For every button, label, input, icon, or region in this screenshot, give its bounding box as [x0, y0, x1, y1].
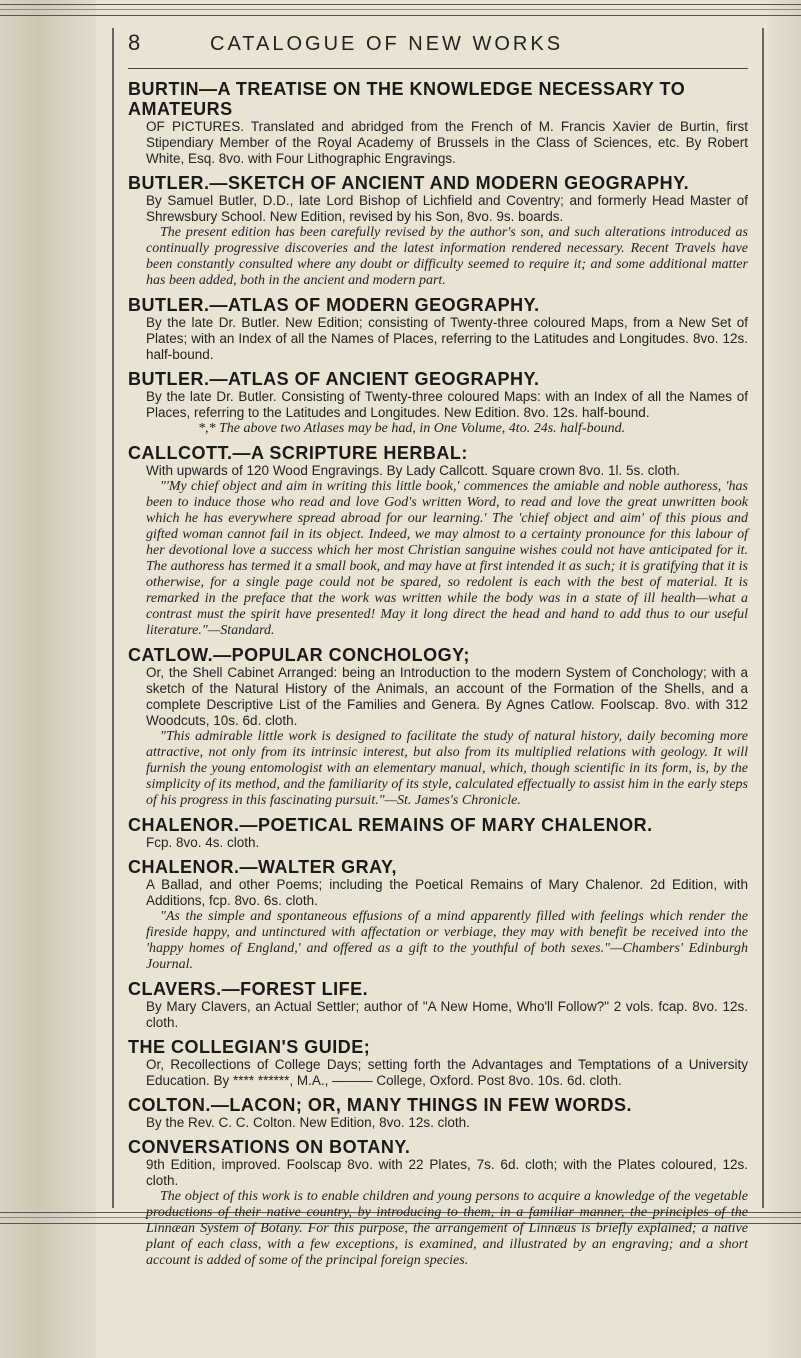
catalogue-entry [128, 79, 748, 167]
entry-description: By the Rev. C. C. Colton. New Edition, 8vo. 12s. cloth. [146, 1115, 470, 1130]
catalogue-entry [128, 1037, 748, 1089]
entry-title: CHALENOR.—POETICAL REMAINS OF MARY CHALENOR. [128, 815, 653, 835]
catalogue-entry [128, 645, 748, 809]
entry-description: By Mary Clavers, an Actual Settler; author of "A New Home, Who'll Follow?" 2 vols. fcap. 8vo. 12s. cloth. [146, 999, 748, 1030]
entry-title: BURTIN—A TREATISE ON THE KNOWLEDGE NECESSARY TO AMATEURS [128, 79, 686, 119]
catalogue-entry [128, 443, 748, 639]
catalogue-entry [128, 369, 748, 437]
running-head: CATALOGUE OF NEW WORKS [210, 33, 564, 55]
entry-description: 9th Edition, improved. Foolscap 8vo. with 22 Plates, 7s. 6d. cloth; with the Plates coloured, 12s. cloth. [146, 1157, 748, 1188]
catalogue-entry [128, 857, 748, 973]
page-edge-right [767, 0, 801, 1358]
catalogue-entry [128, 173, 748, 289]
entry-description: With upwards of 120 Wood Engravings. By Lady Callcott. Square crown 8vo. 1l. 5s. cloth. [146, 463, 681, 478]
entry-title: CLAVERS.—FOREST LIFE. [128, 979, 369, 999]
entry-review-quote: The object of this work is to enable children and young persons to acquire a knowledge of the vegetable productions of their native country, by introducing to them, in a familiar manner, the principles of the Linnæan System of Botany. For this purpose, the arrangement of Linnæus is briefly explained; a native plant of each class, with a few exceptions, is examined, and illustrated by an engraving; and a short account is added of some of the principal foreign species. [146, 1189, 748, 1268]
entry-title: COLTON.—LACON; OR, MANY THINGS IN FEW WORDS. [128, 1095, 632, 1115]
book-gutter-left [0, 0, 96, 1358]
entry-title: CALLCOTT.—A SCRIPTURE HERBAL: [128, 443, 468, 463]
catalogue-entry [128, 295, 748, 363]
entry-description: By the late Dr. Butler. Consisting of Twenty-three coloured Maps: with an Index of all the Names of Places, referring to the Latitudes and Longitudes. New Edition. 8vo. 12s. half-bound. [146, 389, 748, 420]
catalogue-entry [128, 979, 748, 1031]
entry-title: CONVERSATIONS ON BOTANY. [128, 1137, 411, 1157]
entry-description: Or, Recollections of College Days; setting forth the Advantages and Temptations of a University Education. By **** ******, M.A., ——— College, Oxford. Post 8vo. 10s. 6d. cloth. [146, 1057, 748, 1088]
entry-description: A Ballad, and other Poems; including the Poetical Remains of Mary Chalenor. 2d Edition, with Additions, fcp. 8vo. 6s. cloth. [146, 877, 748, 908]
page-number: 8 [128, 30, 141, 55]
entry-note: *,* The above two Atlases may be had, in One Volume, 4to. 24s. half-bound. [198, 421, 626, 436]
top-border-rule [0, 4, 801, 16]
entry-title: THE COLLEGIAN'S GUIDE; [128, 1037, 371, 1057]
entry-title: BUTLER.—ATLAS OF MODERN GEOGRAPHY. [128, 295, 540, 315]
page-header [128, 30, 748, 69]
entry-description: By the late Dr. Butler. New Edition; consisting of Twenty-three coloured Maps, from a New Set of Plates; with an Index of all the Names of Places, referring to the Latitudes and Longitudes. 8vo. 12s. half-bound. [146, 315, 748, 362]
entry-description: Fcp. 8vo. 4s. cloth. [146, 835, 260, 850]
entry-review-quote: "This admirable little work is designed to facilitate the study of natural history, daily becoming more attractive, not only from its intrinsic interest, but also from its multiplied relations with geology. It will furnish the young entomologist with an elementary manual, which, though scientific in its form, is, by the simplicity of its method, and the familiarity of its style, calculated effectually to assist him in the early steps of his progress in this fascinating pursuit."—St. James's Chronicle. [146, 729, 748, 808]
entry-title: CHALENOR.—WALTER GRAY, [128, 857, 398, 877]
entry-review-quote: "'My chief object and aim in writing this little book,' commences the amiable and noble authoress, 'has been to induce those who read and love God's written Word, to read and love the great unwritten book which he has everywhere spread abroad for our learning.' The 'chief object and aim' of this pious and gifted woman cannot fail in its object. Indeed, we may almost to a certainty pronounce for this labour of her devotional love a success which her most Christian sanguine wishes could not have anticipated for it. The authoress has termed it a small book, and may have at first intended it as such; it is gratifying that it is otherwise, for a single page could not be spared, so redolent is each with the best of material. It is remarked in the preface that the work was written while the body was in a state of ill health—what a contrast must the spirit have presented! May it long direct the head and hand to add thus to our useful literature."—Standard. [146, 479, 748, 638]
catalogue-entry [128, 1095, 748, 1131]
entry-title: BUTLER.—SKETCH OF ANCIENT AND MODERN GEOGRAPHY. [128, 173, 690, 193]
entry-review-quote: "As the simple and spontaneous effusions of a mind apparently filled with feelings which render the fireside happy, and untinctured with affectation or verbiage, they may with benefit be received into the 'happy homes of England,' and offered as a gift to the youthful of both sexes."—Chambers' Edinburgh Journal. [146, 909, 748, 972]
catalogue-page [128, 30, 748, 1275]
entry-description: By Samuel Butler, D.D., late Lord Bishop of Lichfield and Coventry; and formerly Head Master of Shrewsbury School. New Edition, revised by his Son, 8vo. 9s. boards. [146, 193, 748, 224]
catalogue-entry [128, 815, 748, 851]
entry-title: CATLOW.—POPULAR CONCHOLOGY; [128, 645, 470, 665]
entry-review-quote: The present edition has been carefully revised by the author's son, and such alterations introduced as continually progressive discoveries and the latest information rendered necessary. Recent Travels have been constantly consulted where any doubt or difficulty seemed to require it; and some additional matter has been added, both in the ancient and modern part. [146, 225, 748, 288]
catalogue-entry [128, 1137, 748, 1269]
entry-description: OF PICTURES. Translated and abridged from the French of M. Francis Xavier de Burtin, first Stipendiary Member of the Royal Academy of Brussels in the Class of Sciences, etc. By Robert White, Esq. 8vo. with Four Lithographic Engravings. [146, 119, 748, 166]
entry-description: Or, the Shell Cabinet Arranged: being an Introduction to the modern System of Conchology; with a sketch of the Natural History of the Animals, an account of the Formation of the Shells, and a complete Descriptive List of the Families and Genera. By Agnes Catlow. Foolscap. 8vo. with 312 Woodcuts, 10s. 6d. cloth. [146, 665, 748, 728]
entry-title: BUTLER.—ATLAS OF ANCIENT GEOGRAPHY. [128, 369, 540, 389]
entry-list [128, 79, 748, 1269]
